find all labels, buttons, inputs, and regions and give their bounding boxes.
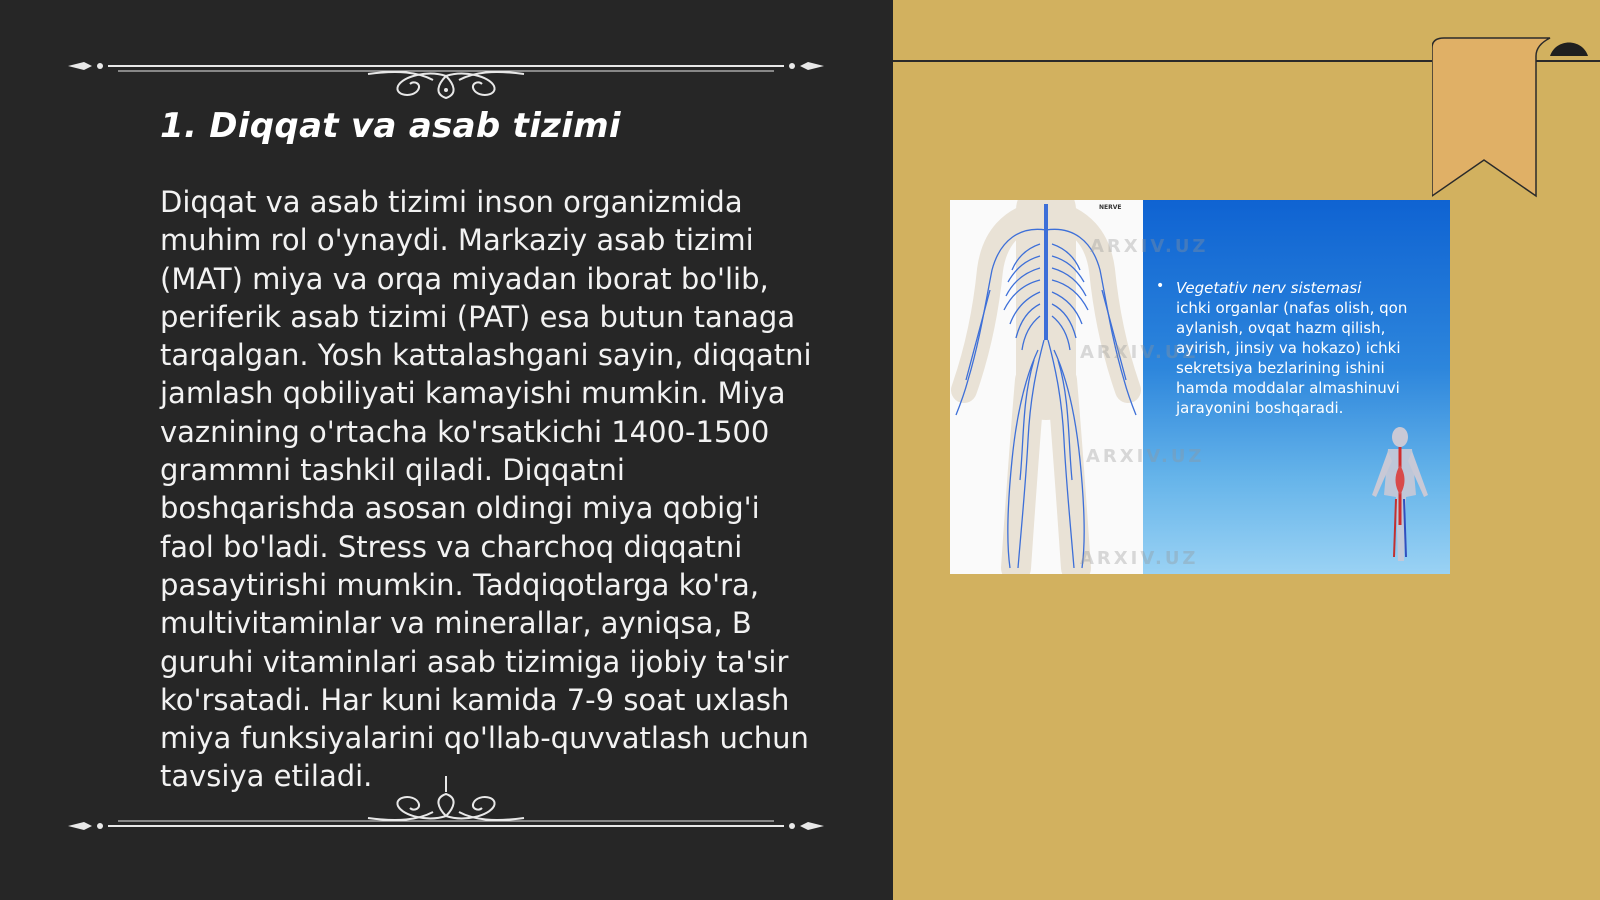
figure-caption-heading: Vegetativ nerv sistemasi [1176,279,1362,297]
watermark-text: ARXIV.UZ [1080,548,1199,569]
figure-caption [1176,278,1408,418]
slide-body-text: Diqqat va asab tizimi inson organizmida muhim rol o'ynaydi. Markaziy asab tizimi (MAT) miya va orqa miyadan iborat bo'lib, periferik asab tizimi (PAT) esa butun tanaga tarqalgan. Yosh kattalashgani sayin, diqqatni jamlash qobiliyati kamayishi mumkin. Miya vaznining o'rtacha ko'rsatkichi 1400-1500 grammni tashkil qiladi. Diqqatni boshqarishda asosan oldingi miya qobig'i faol bo'ladi. Stress va charchoq diqqatni pasaytirishi mumkin. Tadqiqotlarga ko'ra, multivitaminlar va minerallar, ayniqsa, B guruhi vitaminlari asab tizimiga ijobiy ta'sir ko'rsatadi. Har kuni kamida 7-9 soat uxlash miya funksiyalarini qo'llab-quvvatlash uchun tavsiya etiladi. [160,185,812,794]
top-flourish-divider-icon [68,40,824,100]
figure-caption-body: ichki organlar (nafas olish, qon aylanish, ovqat hazm qilish, ayirish, jinsiy va hokazo) ichki sekretsiya bezlarining ishini hamda moddalar almashinuvi jarayonini boshqaradi. [1176,299,1408,417]
human-body-anatomy-icon [1360,425,1440,565]
watermark-text: ARXIV.UZ [1080,342,1199,363]
slide-title: 1. Diqqat va asab tizimi [160,106,621,146]
nerve-label: NERVE [1099,204,1122,211]
watermark-text: ARXIV.UZ [1086,446,1205,467]
nervous-system-figure [950,200,1450,574]
figure-bullet: • [1156,278,1165,294]
bookmark-ribbon-icon [1432,34,1592,204]
bottom-flourish-divider-icon [68,772,824,832]
watermark-text: ARXIV.UZ [1090,236,1209,257]
